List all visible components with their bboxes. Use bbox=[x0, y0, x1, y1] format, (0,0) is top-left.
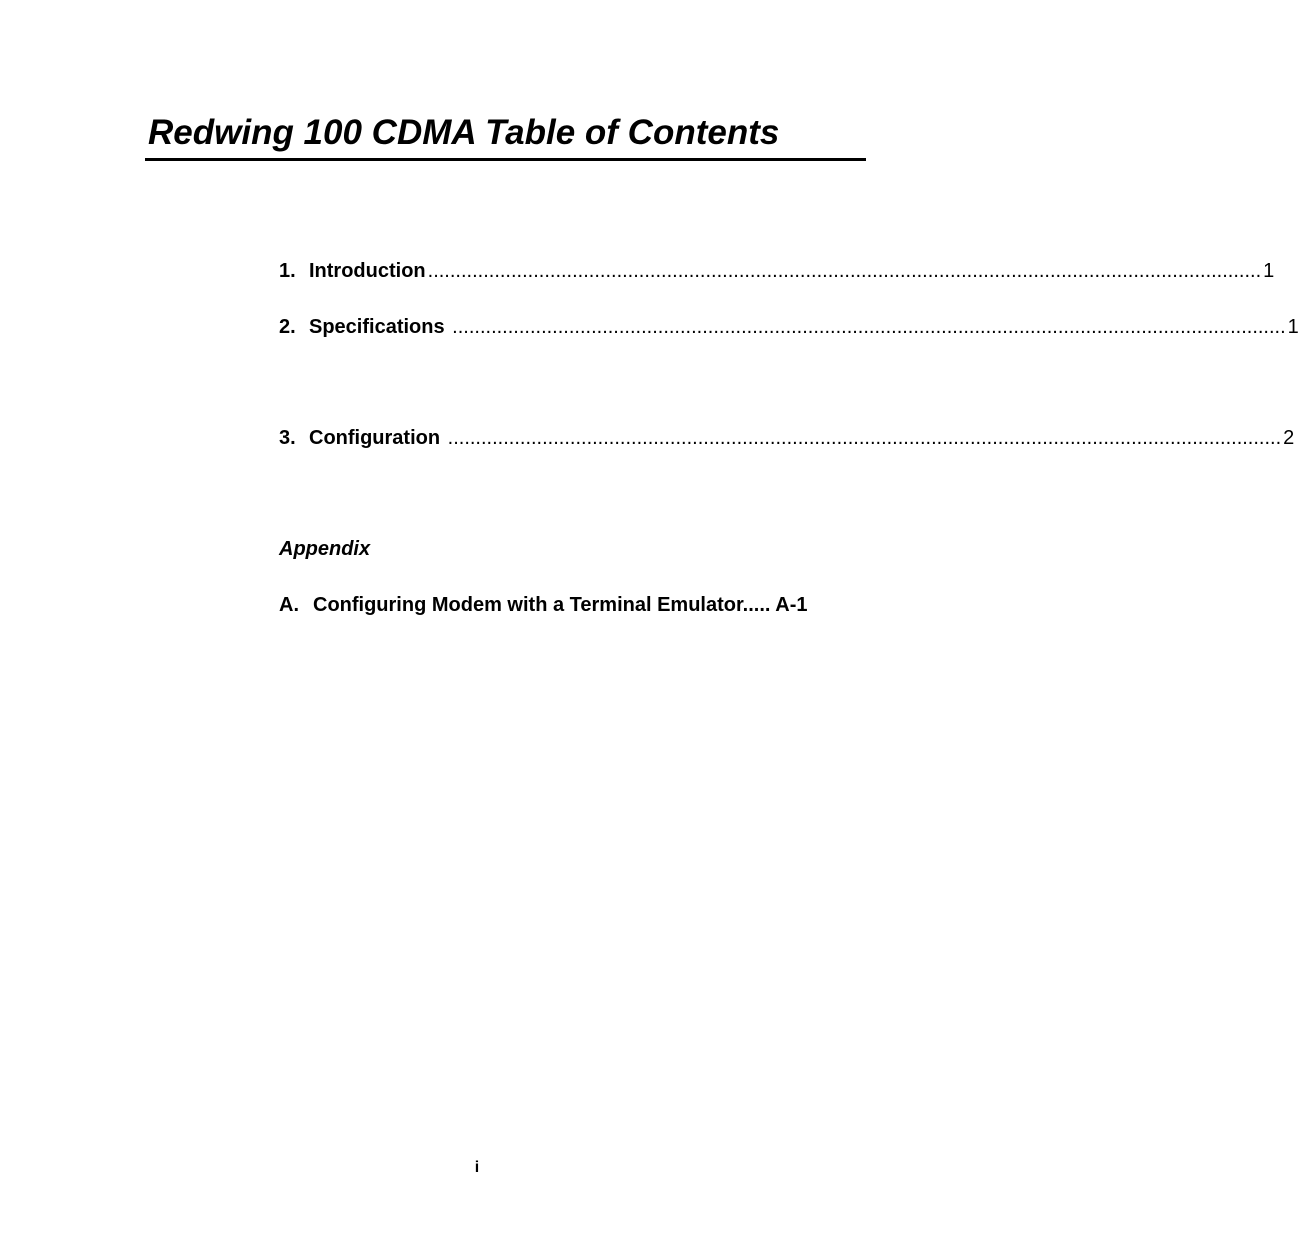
toc-entry-label: Introduction bbox=[309, 260, 426, 282]
toc-dot-leader: ...................................................................................................................................................... bbox=[446, 316, 1286, 338]
toc-entry-page: A-1 bbox=[775, 594, 808, 616]
toc-entry-configuration[interactable] bbox=[279, 425, 1295, 451]
toc-dot-leader: ...................................................................................................................................................... bbox=[442, 427, 1282, 449]
toc-entry-appendix-a[interactable] bbox=[279, 592, 853, 618]
toc-dot-leader: ..... bbox=[742, 594, 771, 616]
page-title: Redwing 100 CDMA Table of Contents bbox=[148, 113, 780, 152]
toc-entry-number: 2. bbox=[279, 316, 296, 338]
toc-entry-label: Specifications bbox=[309, 316, 445, 338]
toc-entry-label: Configuration bbox=[309, 427, 441, 449]
toc-entry-label: Configuring Modem with a Terminal Emulator bbox=[313, 594, 743, 616]
toc-entry-page: 2 bbox=[1283, 427, 1295, 449]
toc-entry-specifications[interactable] bbox=[279, 314, 1299, 340]
toc-entry-introduction[interactable] bbox=[279, 258, 1275, 284]
toc-entry-page: 1 bbox=[1287, 316, 1299, 338]
toc-entry-page: 1 bbox=[1263, 260, 1275, 282]
title-block bbox=[145, 112, 866, 161]
toc-entry-number: A. bbox=[279, 594, 299, 616]
toc-dot-leader: ...................................................................................................................................................... bbox=[427, 260, 1262, 282]
page-number: i bbox=[474, 1159, 480, 1176]
appendix-heading: Appendix bbox=[279, 538, 371, 560]
toc-entry-number: 3. bbox=[279, 427, 296, 449]
toc-entry-number: 1. bbox=[279, 260, 296, 282]
